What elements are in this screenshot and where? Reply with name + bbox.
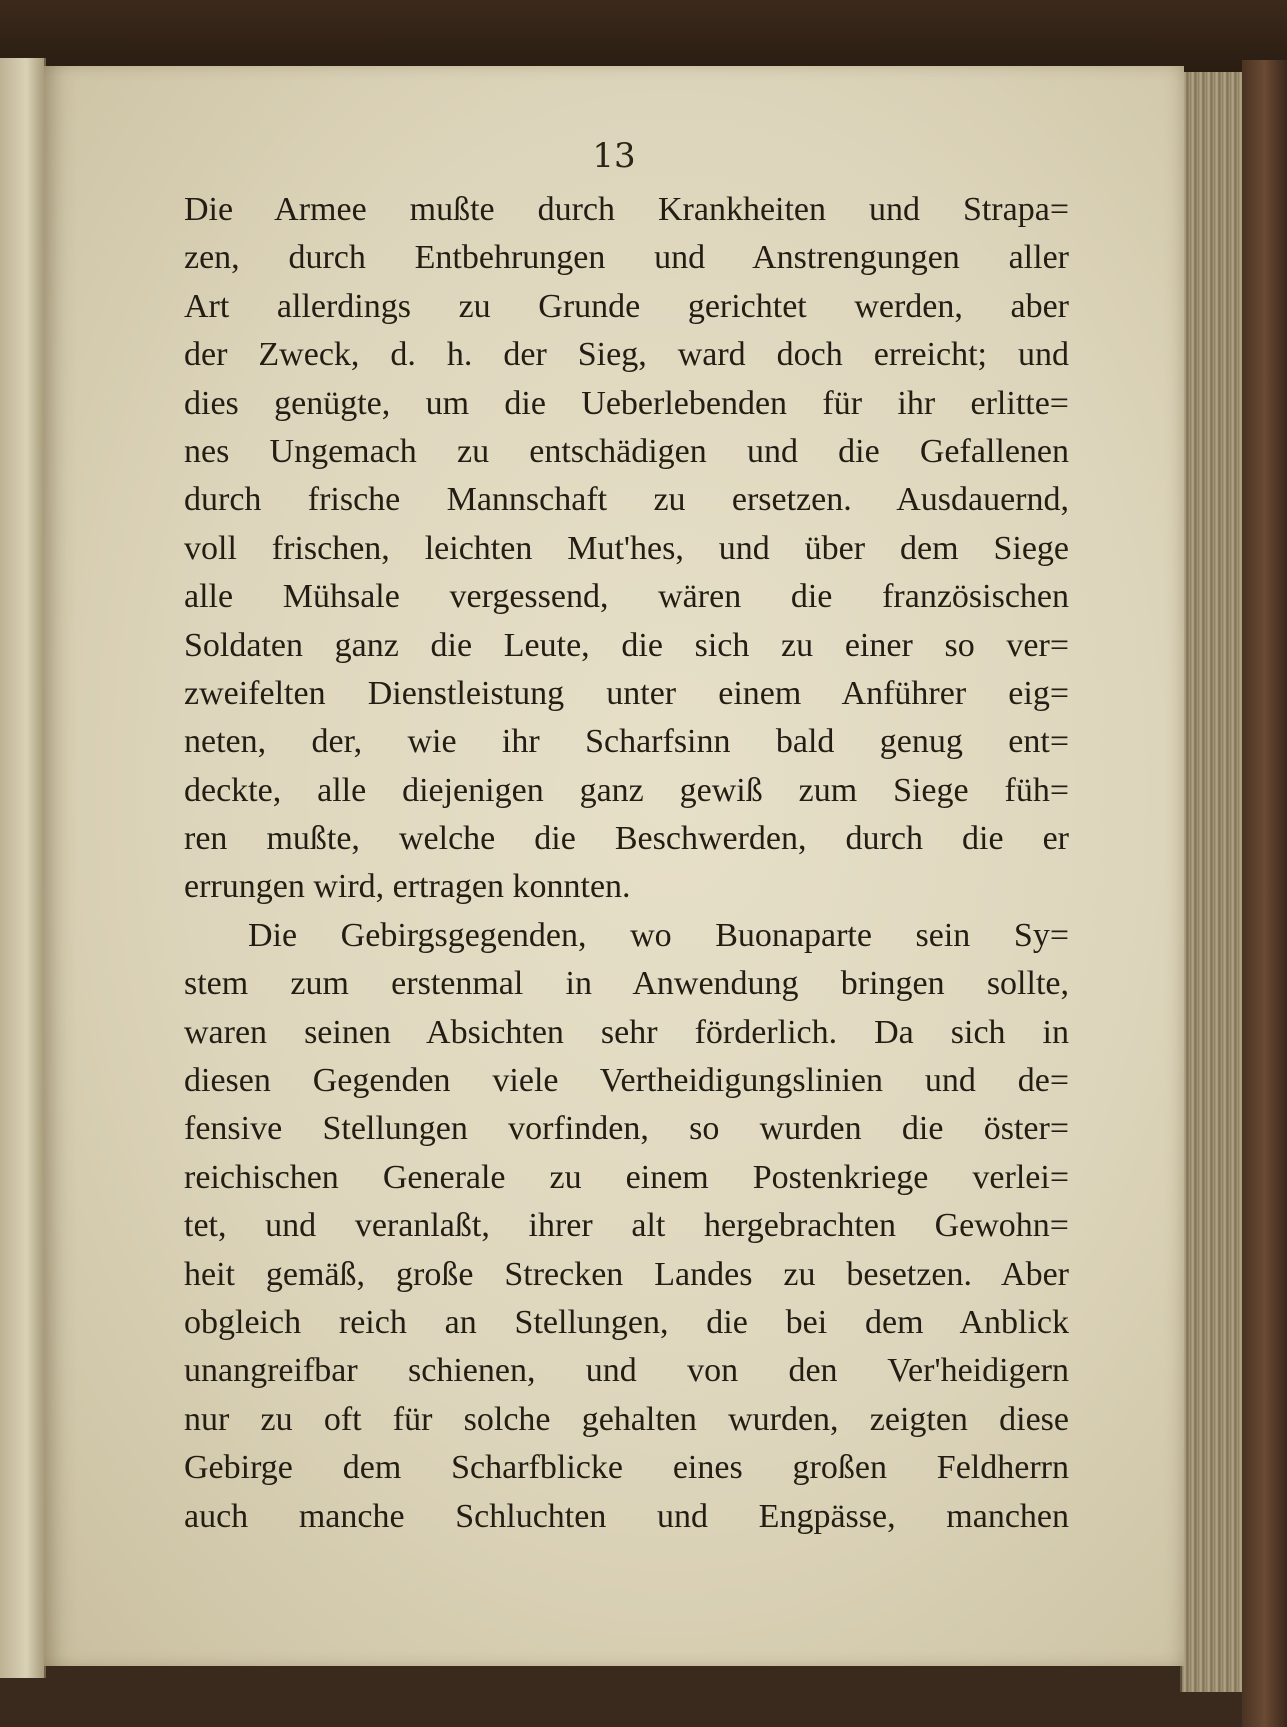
text-line: heit gemäß, große Strecken Landes zu besetzen. Aber xyxy=(184,1255,1069,1293)
text-line: alle Mühsale vergessend, wären die französischen xyxy=(184,578,1069,616)
text-line: zen, durch Entbehrungen und Anstrengungen aller xyxy=(184,239,1069,277)
text-line: zweifelten Dienstleistung unter einem Anführer eig= xyxy=(184,674,1069,712)
text-line: Die Gebirgsgegenden, wo Buonaparte sein Sy= xyxy=(248,916,1069,954)
page-number: 13 xyxy=(592,136,636,176)
text-line: voll frischen, leichten Mut'hes, und über dem Siege xyxy=(184,529,1069,567)
text-line: deckte, alle diejenigen ganz gewiß zum Siege füh= xyxy=(184,771,1069,809)
facing-page-edge xyxy=(0,58,46,1678)
text-line: Soldaten ganz die Leute, die sich zu einer so ver= xyxy=(184,626,1069,664)
text-line: errungen wird, ertragen konnten. xyxy=(184,868,631,906)
text-line: waren seinen Absichten sehr förderlich. Da sich in xyxy=(184,1013,1069,1051)
text-line: neten, der, wie ihr Scharfsinn bald genug ent= xyxy=(184,723,1069,761)
text-line: reichischen Generale zu einem Postenkriege verlei= xyxy=(184,1158,1069,1196)
text-line: durch frische Mannschaft zu ersetzen. Ausdauernd, xyxy=(184,481,1069,519)
text-line: auch manche Schluchten und Engpässe, manchen xyxy=(184,1497,1069,1535)
text-line: Art allerdings zu Grunde gerichtet werden, aber xyxy=(184,287,1069,325)
text-line: Die Armee mußte durch Krankheiten und Strapa= xyxy=(184,191,1069,228)
text-line: fensive Stellungen vorfinden, so wurden die öster= xyxy=(184,1110,1069,1148)
book-cover-edge xyxy=(1242,60,1287,1727)
text-line: diesen Gegenden viele Vertheidigungslinien und de= xyxy=(184,1062,1069,1100)
book-page xyxy=(44,66,1184,1666)
text-line: obgleich reich an Stellungen, die bei dem Anblick xyxy=(184,1303,1069,1341)
text-line: nur zu oft für solche gehalten wurden, zeigten diese xyxy=(184,1400,1069,1438)
text-line: nes Ungemach zu entschädigen und die Gefallenen xyxy=(184,432,1069,470)
text-line: dies genügte, um die Ueberlebenden für ihr erlitte= xyxy=(184,384,1069,422)
text-line: ren mußte, welche die Beschwerden, durch die er xyxy=(184,820,1069,858)
text-line: tet, und veranlaßt, ihrer alt hergebrachten Gewohn= xyxy=(184,1207,1069,1245)
page-stack-edges xyxy=(1180,72,1244,1692)
text-line: der Zweck, d. h. der Sieg, ward doch erreicht; und xyxy=(184,336,1069,374)
body-text xyxy=(184,186,1069,1541)
text-line: Gebirge dem Scharfblicke eines großen Feldherrn xyxy=(184,1449,1069,1487)
text-line: stem zum erstenmal in Anwendung bringen sollte, xyxy=(184,965,1069,1003)
text-line: unangreifbar schienen, und von den Ver'heidigern xyxy=(184,1352,1069,1390)
